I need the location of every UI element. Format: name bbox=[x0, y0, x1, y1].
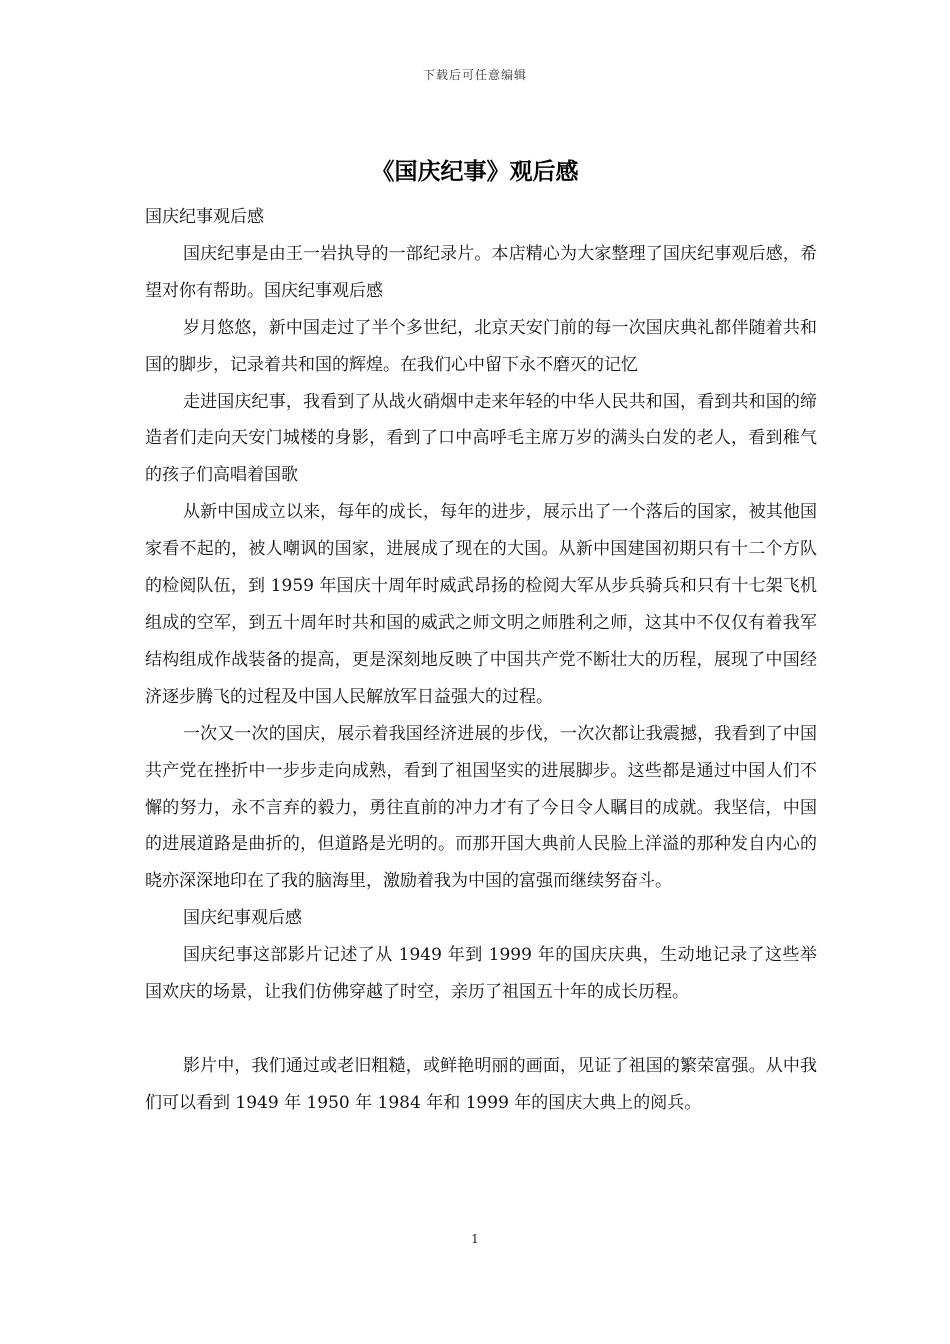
paragraph-walk-in: 走进国庆纪事，我看到了从战火硝烟中走来年轻的中华人民共和国，看到共和国的缔造者们走向天安门城楼的身影，看到了口中高呼毛主席万岁的满头白发的老人，看到稚气的孩子们高唱着国歌 bbox=[145, 391, 817, 486]
header-note: 下载后可任意编辑 bbox=[422, 68, 527, 82]
paragraph-growth: 从新中国成立以来，每年的成长，每年的进步，展示出了一个落后的国家，被其他国家看不起的，被人嘲讽的国家，进展成了现在的大国。从新中国建国初期只有十二个方队的检阅队伍，到 1959 年国庆十周年时威武昂扬的检阅大军从步兵骑兵和只有十七架飞机组成的空军，到五十周年时共和国的威武之师文明之师胜利之师，这其中不仅仅有着我军结构组成作战装备的提高，更是深刻地反映了中国共产党不断壮大的历程，展现了中国经济逐步腾飞的过程及中国人民解放军日益强大的过程。 bbox=[145, 502, 817, 707]
paragraph-national-day: 一次又一次的国庆，展示着我国经济进展的步伐，一次次都让我震撼，我看到了中国共产党在挫折中一步步走向成熟，看到了祖国坚实的进展脚步。这些都是通过中国人们不懈的努力，永不言弃的毅力，勇往直前的冲力才有了今日令人瞩目的成就。我坚信，中国的进展道路是曲折的，但道路是光明的。而那开国大典前人民脸上洋溢的那种发自内心的晓亦深深地印在了我的脑海里，激励着我为中国的富强而继续努奋斗。 bbox=[145, 723, 817, 892]
paragraph-years: 岁月悠悠，新中国走过了半个多世纪，北京天安门前的每一次国庆典礼都伴随着共和国的脚步，记录着共和国的辉煌。在我们心中留下永不磨灭的记忆 bbox=[145, 317, 817, 375]
paragraph-intro: 国庆纪事是由王一岩执导的一部纪录片。本店精心为大家整理了国庆纪事观后感，希望对你有帮助。国庆纪事观后感 bbox=[145, 243, 817, 301]
section-heading-2: 国庆纪事观后感 bbox=[183, 908, 302, 929]
paragraph-film-record: 国庆纪事这部影片记述了从 1949 年到 1999 年的国庆庆典，生动地记录了这些举国欢庆的场景，让我们仿佛穿越了时空，亲历了祖国五十年的成长历程。 bbox=[145, 945, 817, 1003]
paragraph-film-scenes: 影片中，我们通过或老旧粗糙，或鲜艳明丽的画面，见证了祖国的繁荣富强。从中我们可以看到 1949 年 1950 年 1984 年和 1999 年的国庆大典上的阅兵。 bbox=[145, 1055, 817, 1113]
page-number: 1 bbox=[471, 1232, 479, 1246]
section-heading: 国庆纪事观后感 bbox=[145, 207, 264, 227]
blank-line bbox=[145, 1011, 817, 1048]
document-title: 《国庆纪事》观后感 bbox=[371, 158, 579, 185]
document-body bbox=[145, 199, 817, 1122]
